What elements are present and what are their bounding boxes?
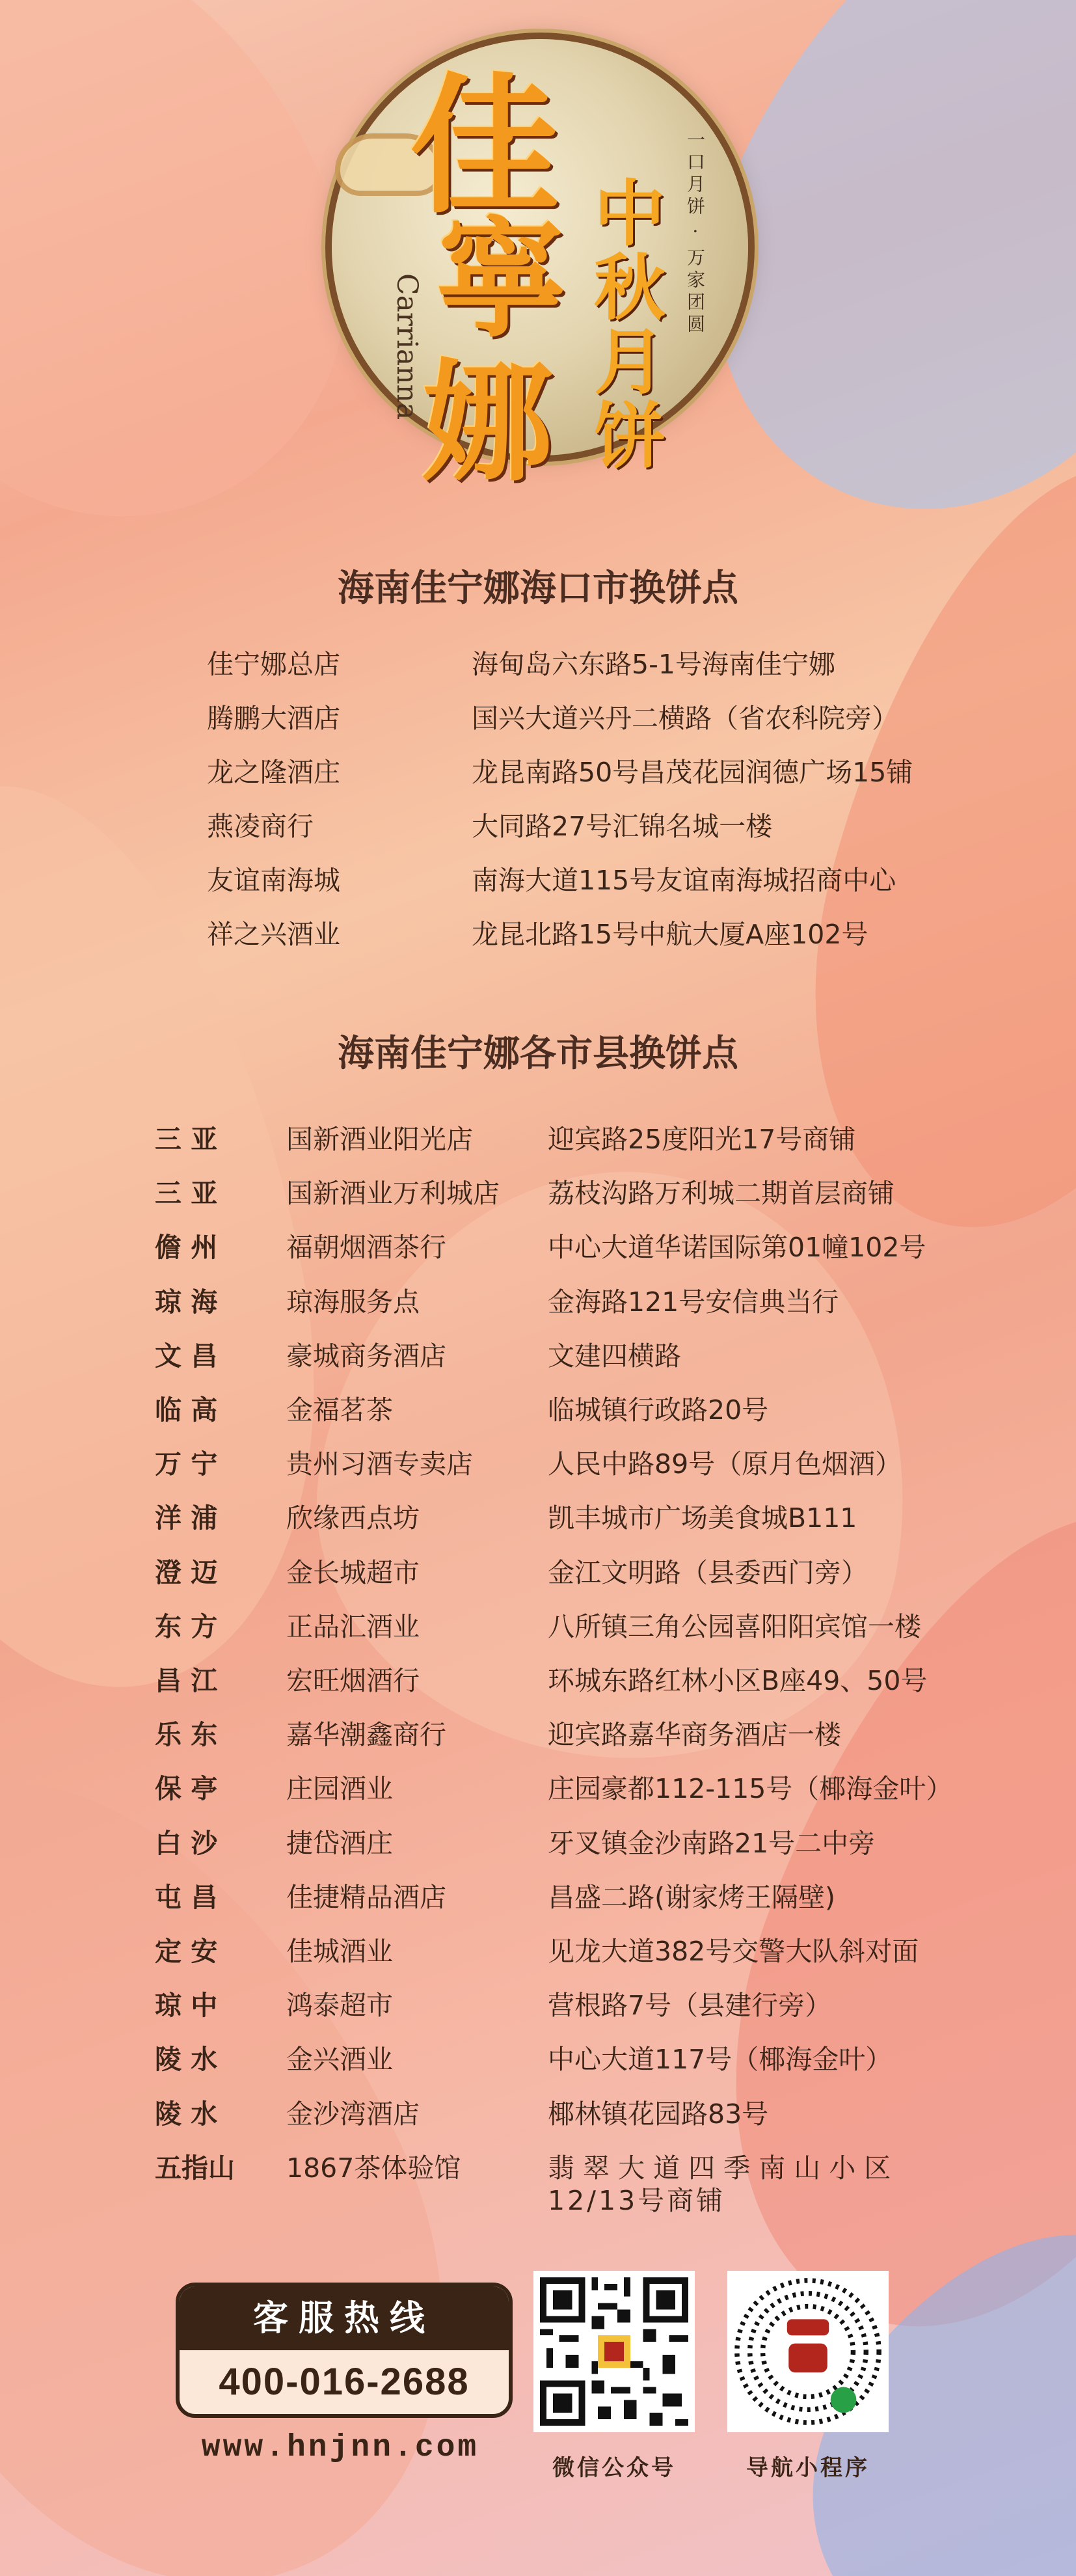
store-address-line2: 12/13号商铺 xyxy=(548,2184,726,2216)
store-name: 琼海服务点 xyxy=(286,1286,420,1318)
store-address: 中心大道华诺国际第01幢102号 xyxy=(548,1232,926,1264)
store-name: 正品汇酒业 xyxy=(286,1610,420,1642)
store-address: 营根路7号（县建行旁） xyxy=(548,1990,832,2022)
city-name: 陵 水 xyxy=(155,2044,218,2076)
store-name: 金沙湾酒店 xyxy=(286,2098,420,2130)
store-name: 宏旺烟酒行 xyxy=(286,1665,420,1696)
hotline-number[interactable]: 400-016-2688 xyxy=(219,2361,470,2403)
store-address: 庄园豪都112-115号（椰海金叶） xyxy=(548,1773,953,1805)
store-name: 祥之兴酒业 xyxy=(207,919,340,950)
slogan: 一口月饼 · 万家团圆 xyxy=(684,130,706,336)
city-name: 儋 州 xyxy=(155,1232,218,1264)
store-name: 捷岱酒庄 xyxy=(286,1827,393,1859)
store-address: 昌盛二路(谢家烤王隔壁) xyxy=(548,1881,835,1913)
logo-char-jia: 佳 xyxy=(410,59,560,234)
store-name: 豪城商务酒店 xyxy=(286,1340,446,1372)
wechat-qr-code[interactable] xyxy=(533,2271,695,2432)
store-address: 金海路121号安信典当行 xyxy=(548,1286,839,1318)
store-name: 贵州习酒专卖店 xyxy=(286,1448,473,1480)
store-name: 国新酒业万利城店 xyxy=(286,1178,500,1210)
counties-section-title: 海南佳宁娜各市县换饼点 xyxy=(338,1033,738,1074)
store-address: 临城镇行政路20号 xyxy=(548,1394,769,1426)
store-address: 见龙大道382号交警大队斜对面 xyxy=(548,1936,919,1967)
store-name: 佳城酒业 xyxy=(286,1936,393,1967)
store-name: 嘉华潮鑫商行 xyxy=(286,1719,446,1751)
store-address: 人民中路89号（原月色烟酒） xyxy=(548,1448,902,1480)
store-address: 迎宾路嘉华商务酒店一楼 xyxy=(548,1719,841,1751)
city-name: 五指山 xyxy=(155,2152,235,2184)
logo-char-ning: 寧 xyxy=(436,203,567,356)
city-name: 陵 水 xyxy=(155,2098,218,2130)
store-name: 金福茗茶 xyxy=(286,1394,393,1426)
store-name: 福朝烟酒茶行 xyxy=(286,1232,446,1264)
logo-latin: Carrianna xyxy=(390,273,424,420)
website-link[interactable]: www.hnjnn.com xyxy=(201,2430,479,2465)
city-name: 三 亚 xyxy=(155,1178,218,1210)
store-name: 腾鹏大酒店 xyxy=(207,703,340,734)
hotline-box xyxy=(176,2283,513,2418)
store-name: 欣缘西点坊 xyxy=(286,1502,420,1534)
store-name: 佳宁娜总店 xyxy=(207,649,340,680)
city-name: 三 亚 xyxy=(155,1124,218,1155)
store-name: 金长城超市 xyxy=(286,1556,420,1588)
city-name: 昌 江 xyxy=(155,1665,218,1696)
store-name: 1867茶体验馆 xyxy=(286,2152,461,2184)
store-address: 大同路27号汇锦名城一楼 xyxy=(472,811,773,842)
hotline-label: 客服热线 xyxy=(180,2286,509,2350)
store-name: 友谊南海城 xyxy=(207,865,340,896)
store-address: 椰林镇花园路83号 xyxy=(548,2098,769,2130)
store-address: 环城东路红林小区B座49、50号 xyxy=(548,1665,928,1696)
city-name: 定 安 xyxy=(155,1936,218,1967)
city-name: 万 宁 xyxy=(155,1448,218,1480)
city-name: 保 亭 xyxy=(155,1773,218,1805)
store-name: 国新酒业阳光店 xyxy=(286,1124,473,1155)
miniprogram-qr-code[interactable] xyxy=(727,2271,889,2432)
city-name: 白 沙 xyxy=(155,1827,218,1859)
store-name: 佳捷精品酒店 xyxy=(286,1881,446,1913)
city-name: 澄 迈 xyxy=(155,1556,218,1588)
city-name: 屯 昌 xyxy=(155,1881,218,1913)
store-address: 荔枝沟路万利城二期首层商铺 xyxy=(548,1178,894,1210)
city-name: 东 方 xyxy=(155,1610,218,1642)
miniprogram-qr-caption: 导航小程序 xyxy=(746,2456,870,2480)
city-name: 乐 东 xyxy=(155,1719,218,1751)
store-name: 庄园酒业 xyxy=(286,1773,393,1805)
haikou-section-title: 海南佳宁娜海口市换饼点 xyxy=(338,567,738,608)
store-address: 凯丰城市广场美食城B111 xyxy=(548,1502,857,1534)
store-address: 国兴大道兴丹二横路（省农科院旁） xyxy=(472,703,898,734)
store-address: 金江文明路（县委西门旁） xyxy=(548,1556,868,1588)
store-name: 燕凌商行 xyxy=(207,811,314,842)
store-address: 牙叉镇金沙南路21号二中旁 xyxy=(548,1827,876,1859)
logo-subtitle: 中秋月饼 xyxy=(582,176,666,472)
store-address: 龙昆北路15号中航大厦A座102号 xyxy=(472,919,868,950)
store-address: 翡 翠 大 道 四 季 南 山 小 区 xyxy=(548,2152,891,2184)
city-name: 文 昌 xyxy=(155,1340,218,1372)
store-name: 鸿泰超市 xyxy=(286,1990,393,2022)
store-address: 中心大道117号（椰海金叶） xyxy=(548,2044,893,2076)
wechat-qr-caption: 微信公众号 xyxy=(552,2456,676,2480)
logo-char-na: 娜 xyxy=(423,346,554,499)
store-address: 海甸岛六东路5-1号海南佳宁娜 xyxy=(472,649,835,680)
store-address: 八所镇三角公园喜阳阳宾馆一楼 xyxy=(548,1610,921,1642)
store-name: 金兴酒业 xyxy=(286,2044,393,2076)
city-name: 琼 海 xyxy=(155,1286,218,1318)
store-address: 南海大道115号友谊南海城招商中心 xyxy=(472,865,896,896)
city-name: 临 高 xyxy=(155,1394,218,1426)
store-address: 龙昆南路50号昌茂花园润德广场15铺 xyxy=(472,757,913,788)
store-name: 龙之隆酒庄 xyxy=(207,757,340,788)
store-address: 迎宾路25度阳光17号商铺 xyxy=(548,1124,856,1155)
store-address: 文建四横路 xyxy=(548,1340,681,1372)
city-name: 洋 浦 xyxy=(155,1502,218,1534)
city-name: 琼 中 xyxy=(155,1990,218,2022)
